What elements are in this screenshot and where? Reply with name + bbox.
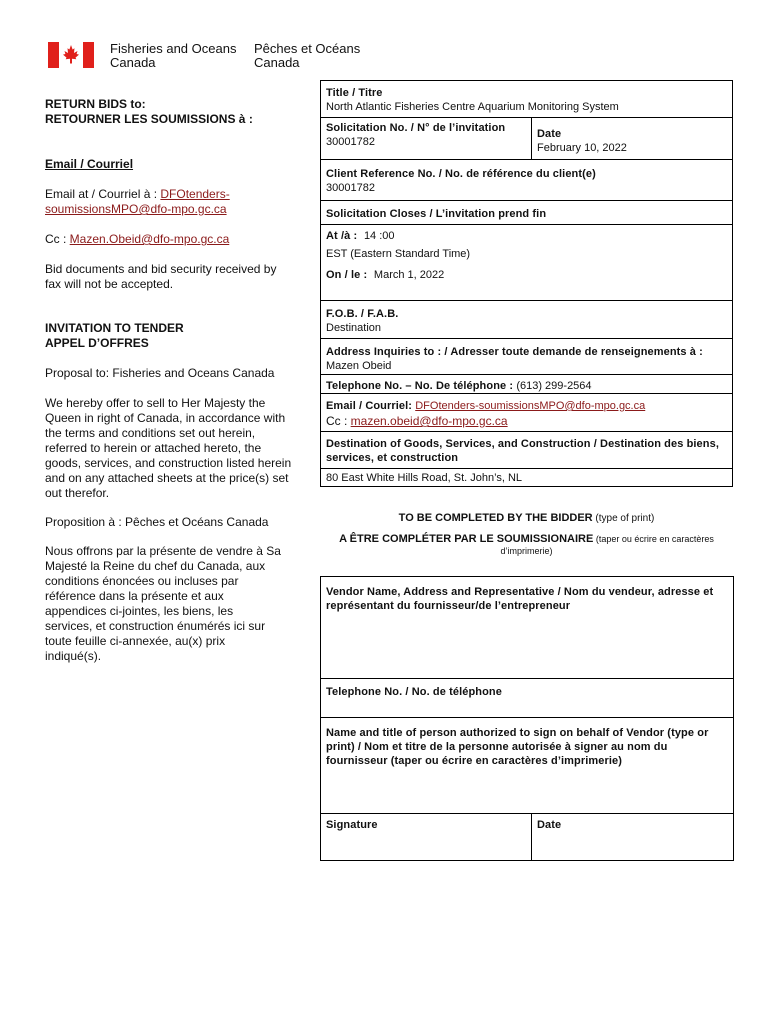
phone-line: Telephone No. – No. De téléphone : (613) 299-2564 — [326, 380, 592, 392]
dept-name-en: Fisheries and Oceans Canada — [110, 41, 237, 70]
divider — [320, 374, 733, 375]
solicitation-block — [326, 121, 505, 149]
cc-email-link[interactable]: Mazen.Obeid@dfo-mpo.gc.ca — [69, 232, 230, 246]
fob-block — [326, 307, 398, 335]
invitation-heading: INVITATION TO TENDER APPEL D’OFFRES — [45, 321, 184, 350]
return-bids-heading: RETURN BIDS to: RETOURNER LES SOUMISSIONS à : — [45, 97, 253, 126]
dfo-tenders-email-link[interactable]: DFOtenders- — [160, 187, 230, 201]
client-ref-block — [326, 167, 596, 195]
solicitation-value: 30001782 — [326, 136, 375, 148]
divider — [320, 224, 733, 225]
dept-name-fr: Pêches et Océans Canada — [254, 41, 361, 70]
timezone: EST (Eastern Standard Time) — [326, 248, 471, 260]
right-box-right-border — [732, 80, 733, 486]
inquiries-block — [326, 345, 703, 373]
closing-time: At /à : 14 :00 — [326, 230, 395, 242]
signature-date-divider — [531, 813, 532, 860]
contact-email-link[interactable]: DFOtenders-soumissionsMPO@dfo-mpo.gc.ca — [415, 400, 646, 412]
vendor-form-box — [320, 576, 734, 861]
signature-date-label[interactable]: Date — [537, 819, 562, 831]
vendor-name-label[interactable]: Vendor Name, Address and Representative / Nom du vendeur, adresse et représentant du fournisseur/de l’entrepreneur — [326, 586, 714, 612]
contact-cc-email-link[interactable]: mazen.obeid@dfo-mpo.gc.ca — [350, 414, 508, 428]
divider — [320, 200, 733, 201]
solicitation-label: Solicitation No. / N° de l’invitation — [326, 122, 506, 134]
proposal-en: Proposal to: Fisheries and Oceans Canada — [45, 366, 275, 380]
inquiries-value: Mazen Obeid — [326, 360, 392, 372]
date-block — [537, 127, 627, 155]
client-ref-value: 30001782 — [326, 182, 375, 194]
divider — [320, 300, 733, 301]
divider — [320, 431, 733, 432]
bidder-instruction-en: TO BE COMPLETED BY THE BIDDER (type of print) — [398, 512, 655, 524]
divider — [320, 117, 733, 118]
bid-docs-note: Bid documents and bid security received by fax will not be accepted. — [45, 262, 277, 291]
title-block — [326, 86, 619, 114]
client-ref-label: Client Reference No. / No. de référence du client(e) — [326, 168, 596, 180]
date-value: February 10, 2022 — [537, 142, 627, 154]
date-divider — [531, 117, 532, 159]
fob-label: F.O.B. / F.A.B. — [326, 308, 399, 320]
divider — [320, 678, 733, 679]
vendor-phone-label[interactable]: Telephone No. / No. de téléphone — [326, 686, 502, 698]
divider — [320, 813, 733, 814]
bidder-instruction-fr: A ÊTRE COMPLÉTER PAR LE SOUMISSIONAIRE (taper ou écrire en caractères d’imprimerie) — [339, 533, 714, 556]
offer-fr-paragraph: Nous offrons par la présente de vendre à Sa Majesté la Reine du chef du Canada, aux conditions énoncées ou incluses par référence dans la présente et aux appendices ci-jointes, les biens, les services, et construction énumérés ici sur toute feuille ci-annexée, au(x) prix indiqué(s). — [45, 544, 281, 663]
destination-label: Destination of Goods, Services, and Construction / Destination des biens, services, et construction — [326, 438, 719, 464]
dfo-tenders-email-link-cont[interactable]: soumissionsMPO@dfo-mpo.gc.ca — [45, 202, 227, 216]
divider — [320, 338, 733, 339]
right-box-top-border — [320, 80, 733, 81]
divider — [320, 393, 733, 394]
divider — [320, 159, 733, 160]
divider — [320, 468, 733, 469]
signature-label[interactable]: Signature — [326, 819, 378, 831]
destination-value: 80 East White Hills Road, St. John’s, NL — [326, 472, 523, 484]
title-value: North Atlantic Fisheries Centre Aquarium Monitoring System — [326, 101, 619, 113]
cc-line: Cc : Mazen.Obeid@dfo-mpo.gc.ca — [45, 232, 230, 246]
closing-date: On / le : March 1, 2022 — [326, 269, 445, 281]
email-line — [45, 187, 230, 217]
offer-en-paragraph: We hereby offer to sell to Her Majesty the Queen in right of Canada, in accordance with the terms and conditions set out herein, referred to herein or attached hereto, the goods, services, and construction listed herein and on any attached sheets at the price(s) set out therefor. — [45, 396, 292, 500]
date-label: Date — [537, 128, 562, 140]
proposal-fr: Proposition à : Pêches et Océans Canada — [45, 515, 269, 529]
authorized-person-label[interactable]: Name and title of person authorized to sign on behalf of Vendor (type or print) / Nom et titre de la personne autorisée à signer au nom du fournisseur (taper ou écrire en caractères d’imprimerie) — [326, 727, 709, 767]
canada-flag-logo — [48, 42, 94, 68]
inquiries-label: Address Inquiries to : / Adresser toute demande de renseignements à : — [326, 346, 703, 358]
closes-label: Solicitation Closes / L’invitation prend fin — [326, 208, 547, 220]
right-box-left-border — [320, 80, 321, 486]
divider — [320, 717, 733, 718]
email-heading: Email / Courriel — [45, 157, 134, 171]
email-prefix: Email at / Courriel à : — [45, 187, 161, 201]
email-contact: Email / Courriel: DFOtenders-soumissionsMPO@dfo-mpo.gc.ca Cc : mazen.obeid@dfo-mpo.gc.ca — [326, 400, 646, 428]
divider — [320, 486, 733, 487]
title-label: Title / Titre — [326, 87, 383, 99]
fob-value: Destination — [326, 322, 382, 334]
